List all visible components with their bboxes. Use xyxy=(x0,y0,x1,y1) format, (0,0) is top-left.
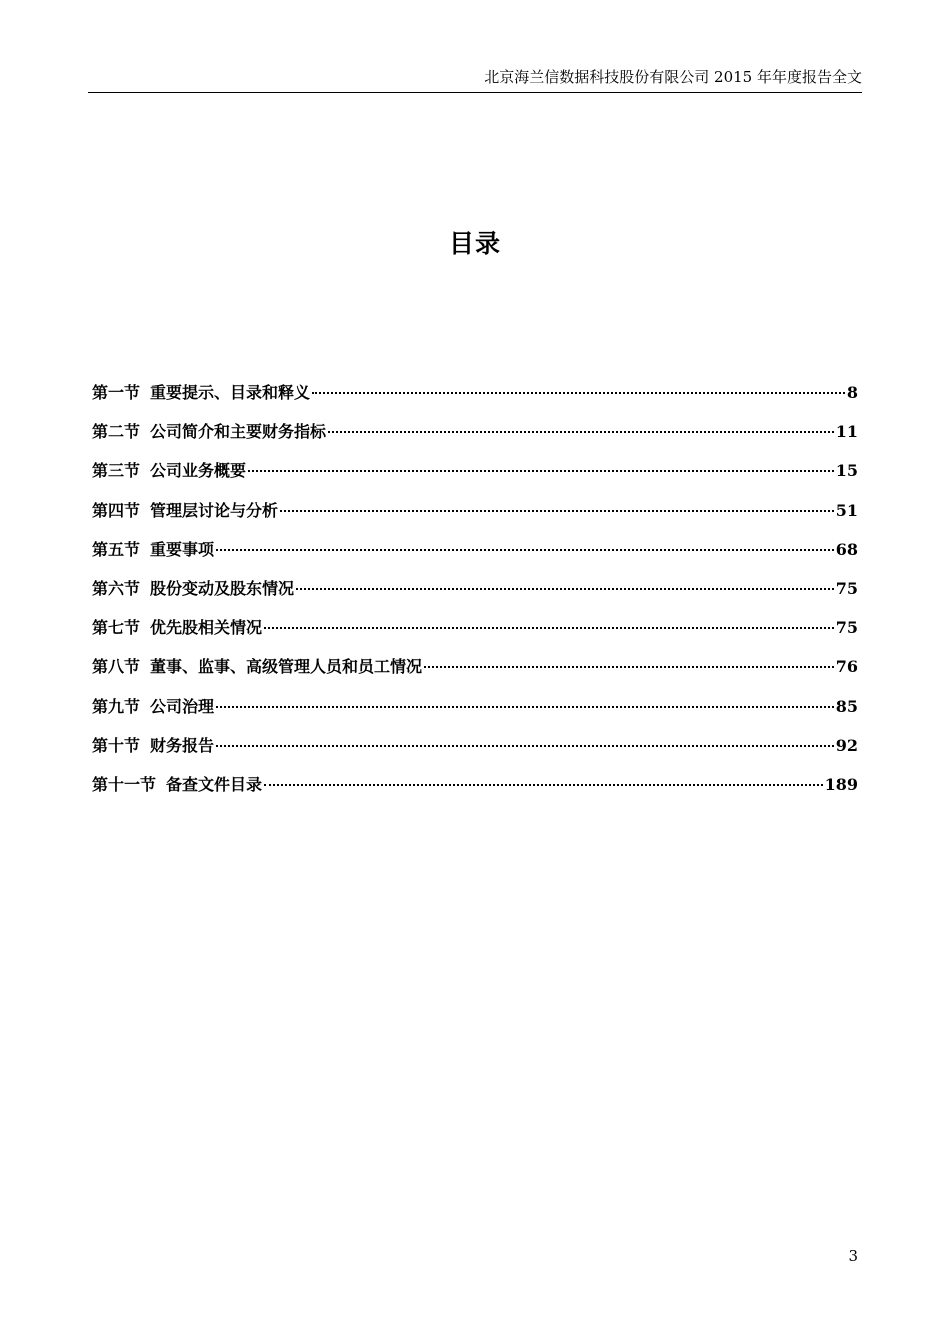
toc-section-title: 备查文件目录 xyxy=(166,774,263,794)
toc-section-title: 重要事项 xyxy=(150,539,215,559)
toc-entry-8[interactable] xyxy=(92,654,858,693)
footer-page-number: 3 xyxy=(848,1247,858,1265)
toc-entry-4[interactable] xyxy=(92,498,858,537)
toc-dot-leader xyxy=(216,549,834,551)
page-title: 目录 xyxy=(448,229,501,258)
toc-entry-2[interactable] xyxy=(92,419,858,458)
toc-page-number: 75 xyxy=(835,618,858,638)
toc-dot-leader xyxy=(296,588,834,590)
page-header xyxy=(88,62,862,93)
toc-section-number: 第十一节 xyxy=(92,774,157,794)
toc-section-number: 第七节 xyxy=(92,618,141,638)
toc-section-title: 重要提示、目录和释义 xyxy=(150,383,311,402)
toc-entry-7[interactable] xyxy=(92,615,858,654)
toc-section-title: 公司治理 xyxy=(150,696,215,716)
toc-section-number: 第三节 xyxy=(92,461,141,481)
table-of-contents xyxy=(92,380,858,811)
toc-page-number: 76 xyxy=(835,657,858,677)
toc-section-number: 第八节 xyxy=(92,657,141,677)
toc-page-number: 75 xyxy=(835,578,858,598)
toc-page-number: 15 xyxy=(835,461,858,481)
toc-entry-9[interactable] xyxy=(92,694,858,733)
toc-section-title: 董事、监事、高级管理人员和员工情况 xyxy=(150,657,423,677)
toc-dot-leader xyxy=(264,627,834,629)
toc-section-number: 第一节 xyxy=(92,383,141,402)
toc-dot-leader xyxy=(216,745,834,747)
header-text: 北京海兰信数据科技股份有限公司 2015 年年度报告全文 xyxy=(484,68,862,86)
toc-dot-leader xyxy=(424,666,834,668)
toc-page-number: 85 xyxy=(835,696,858,716)
toc-dot-leader xyxy=(280,510,834,512)
toc-section-title: 财务报告 xyxy=(150,735,215,755)
toc-dot-leader xyxy=(328,431,834,433)
toc-entry-6[interactable] xyxy=(92,576,858,615)
toc-dot-leader xyxy=(216,706,834,708)
toc-section-number: 第二节 xyxy=(92,422,141,442)
toc-dot-leader xyxy=(248,470,834,472)
toc-entry-5[interactable] xyxy=(92,537,858,576)
toc-section-number: 第十节 xyxy=(92,735,141,755)
toc-entry-3[interactable] xyxy=(92,458,858,497)
toc-section-number: 第四节 xyxy=(92,500,141,520)
toc-page-number: 8 xyxy=(846,383,858,402)
toc-section-title: 股份变动及股东情况 xyxy=(150,578,295,598)
toc-section-title: 优先股相关情况 xyxy=(150,618,263,638)
toc-section-title: 管理层讨论与分析 xyxy=(150,500,279,520)
toc-section-title: 公司业务概要 xyxy=(150,461,247,481)
toc-dot-leader xyxy=(312,392,845,394)
toc-dot-leader xyxy=(264,784,823,786)
toc-page-number: 189 xyxy=(824,774,858,794)
toc-section-number: 第六节 xyxy=(92,578,141,598)
toc-section-title: 公司简介和主要财务指标 xyxy=(150,422,327,442)
toc-entry-10[interactable] xyxy=(92,733,858,772)
toc-entry-1[interactable] xyxy=(92,380,858,419)
toc-page-number: 92 xyxy=(835,735,858,755)
toc-page-number: 68 xyxy=(835,539,858,559)
toc-entry-11[interactable] xyxy=(92,772,858,811)
toc-section-number: 第五节 xyxy=(92,539,141,559)
toc-section-number: 第九节 xyxy=(92,696,141,716)
toc-page-number: 51 xyxy=(835,500,858,520)
toc-page-number: 11 xyxy=(835,422,858,442)
